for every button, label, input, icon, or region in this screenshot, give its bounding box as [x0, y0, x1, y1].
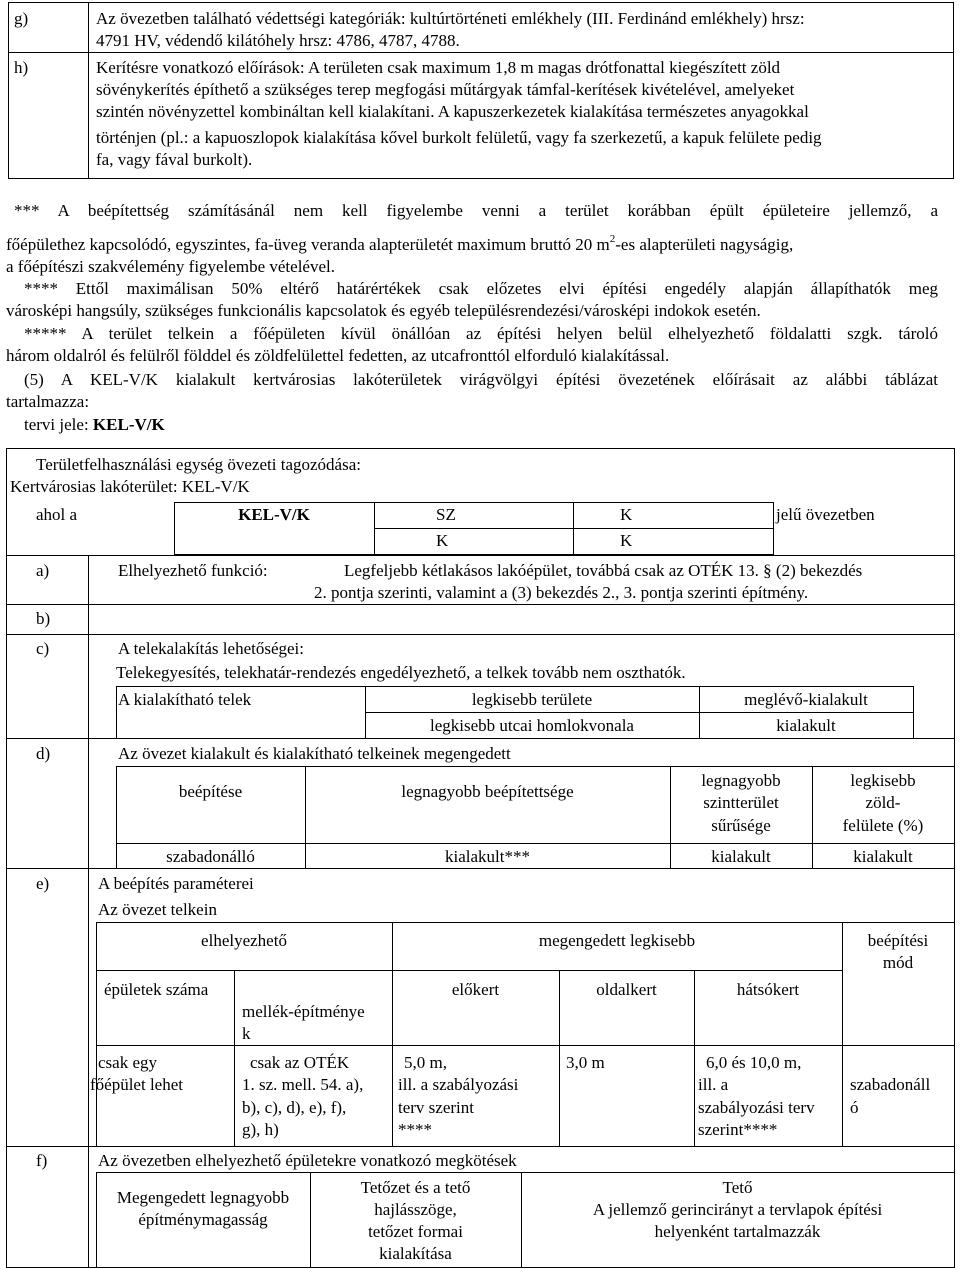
- max-epitmenymagassag-2: építménymagasság: [138, 1210, 268, 1229]
- row-c-text: Telekegyesítés, telekhatár-rendezés engedélyezhető, a telkek tovább nem oszthatók.: [116, 663, 686, 682]
- paragraph-5-line-1: (5) A KEL-V/K kialakult kertvárosias lakóterületek virágvölgyi építési övezetének előírásait az alábbi táblázat: [24, 370, 938, 389]
- row-b-letter: b): [36, 609, 51, 628]
- zoldfelulet-kialakult: kialakult: [853, 847, 913, 866]
- list-text-g-2: 4791 HV, védendő kilátóhely hrsz: 4786, 4787, 4788.: [96, 31, 460, 50]
- row-d-label: Az övezet kialakult és kialakítható telkeinek megengedett: [118, 744, 511, 763]
- list-letter-h: h): [14, 58, 29, 77]
- csak-egy-2: főépület lehet: [90, 1075, 183, 1094]
- kialakithato-telek: A kialakítható telek: [118, 690, 252, 709]
- code-k-2: K: [436, 531, 449, 550]
- zoldfelulete-2: zöld-: [865, 793, 901, 812]
- mellek-epitmenye-2: k: [242, 1024, 251, 1043]
- hatsokert-value-1: 6,0 és 10,0 m,: [706, 1053, 802, 1072]
- beepitese-header: beépítése: [178, 782, 243, 801]
- row-c-label: A telekalakítás lehetőségei:: [118, 639, 304, 658]
- elokert-value-3: terv szerint: [398, 1098, 474, 1117]
- list-text-h-2: sövénykerítés építhető a szükséges terep megfogási műtárgyak támfal-kerítések kivételével, amelyeket: [96, 80, 795, 99]
- list-text-h-3: szintén növényzettel kombináltan kell kialakítani. A kapuszerkezetek kialakítása természetes anyagokkal: [96, 102, 809, 121]
- note-3-line-2: [6, 234, 793, 256]
- row-e-label: A beépítés paraméterei: [98, 874, 254, 893]
- hatsokert-value-4: szerint****: [698, 1120, 778, 1139]
- hatsokert-value-2: ill. a: [698, 1075, 729, 1094]
- oldalkert-value: 3,0 m: [566, 1053, 605, 1072]
- beepitesi-mod-2: mód: [882, 953, 914, 972]
- mellek-epitmenye-1: mellék-építménye: [242, 1002, 365, 1021]
- list-text-h-5: fa, vagy fával burkolt).: [96, 150, 253, 169]
- note-3-line-1: *** A beépítettség számításánál nem kell figyelembe venni a terület korábban épült épületeire jellemző, a: [14, 201, 938, 220]
- jelu-ovezetben: jelű övezetben: [776, 505, 875, 524]
- note-3-text-b: -es alapterületi nagyságig,: [615, 235, 794, 254]
- legkisebb-terulete: legkisebb területe: [471, 690, 593, 709]
- beepitesi-mod-value-1: szabadonáll: [850, 1075, 931, 1094]
- tervi-jele-label: tervi jele:: [24, 415, 93, 434]
- note-3-text-a: főépülethez kapcsolódó, egyszintes, fa-üveg veranda alapterületét maximum bruttó 20 m: [6, 235, 610, 254]
- megengedett-legkisebb-header: megengedett legkisebb: [538, 931, 696, 950]
- note-4-line-2: városképi hangsúly, szükséges funkcionális kapcsolatok és egyéb településrendezési/városképi indokok esetén.: [6, 301, 761, 320]
- tervi-jele: [24, 414, 165, 436]
- teto-text-1: A jellemző gerincirányt a tervlapok építési: [592, 1200, 883, 1219]
- beepitesi-mod-value-2: ó: [850, 1098, 859, 1117]
- otek-2: 1. sz. mell. 54. a),: [242, 1075, 364, 1094]
- table-header-1: Területfelhasználási egység övezeti tagozódása:: [36, 455, 361, 474]
- legkisebb-utcai-homlokvonala: legkisebb utcai homlokvonala: [430, 716, 634, 735]
- zone-code-text: KEL-V/K: [238, 505, 310, 524]
- row-a-letter: a): [36, 561, 50, 580]
- csak-egy-1: csak egy: [98, 1053, 158, 1072]
- list-letter-g: g): [14, 9, 29, 28]
- paragraph-5-line-2: tartalmazza:: [6, 392, 90, 411]
- note-4-line-1: **** Ettől maximálisan 50% eltérő határértékek csak előzetes elvi építési engedély alapján állapíthatók meg: [24, 279, 938, 298]
- elokert-value-4: ****: [398, 1120, 432, 1139]
- surusege-kialakult: kialakult: [711, 847, 771, 866]
- epuletek-szama-header: épületek száma: [104, 980, 209, 999]
- hatsokert-value-3: szabályozási terv: [698, 1098, 815, 1117]
- list-text-h-1: Kerítésre vonatkozó előírások: A területen csak maximum 1,8 m magas drótfonattal kiegészített zöld: [96, 58, 781, 77]
- otek-3: b), c), d), e), f),: [242, 1098, 347, 1117]
- otek-1: csak az OTÉK: [250, 1053, 350, 1072]
- note-5-line-1: ***** A terület telkein a főépületen kívül önállóan az építési helyen belül elhelyezhető földalatti szgk. tároló: [24, 324, 938, 343]
- row-a-label: Elhelyezhető funkció:: [118, 561, 268, 580]
- max-epitmenymagassag-1: Megengedett legnagyobb: [116, 1188, 290, 1207]
- teto-header: Tető: [722, 1178, 753, 1197]
- elokert-value-2: ill. a szabályozási: [398, 1075, 519, 1094]
- szintterulet-surusege-3: sűrűsége: [711, 816, 771, 835]
- zoldfelulete-3: felülete (%): [842, 816, 924, 835]
- beepitettseg-kialakult: kialakult***: [445, 847, 530, 866]
- elokert-value-1: 5,0 m,: [404, 1053, 447, 1072]
- tervi-jele-code: KEL-V/K: [92, 415, 165, 434]
- code-k-1: K: [620, 505, 633, 524]
- tetozet-3: tetőzet formai: [368, 1222, 463, 1241]
- szintterulet-surusege-1: legnagyobb: [701, 771, 781, 790]
- table-header-2: Kertvárosias lakóterület: KEL-V/K: [10, 477, 250, 496]
- meglevo-kialakult: meglévő-kialakult: [744, 690, 868, 709]
- code-k-3: K: [620, 531, 633, 550]
- list-text-g-1: Az övezetben található védettségi kategóriák: kultúrtörténeti emlékhely (III. Ferdinánd emlékhely) hrsz:: [96, 9, 805, 28]
- note-3-line-3: a főépítészi szakvélemény figyelembe vételével.: [6, 257, 335, 276]
- list-text-h-4: történjen (pl.: a kapuoszlopok kialakítása kővel burkolt felületű, vagy fa szerkezetű, a kapuk felülete pedig: [96, 128, 822, 147]
- szintterulet-surusege-2: szintterület: [703, 793, 779, 812]
- row-f-label: Az övezetben elhelyezhető épületekre vonatkozó megkötések: [98, 1151, 517, 1170]
- row-c-letter: c): [36, 639, 50, 658]
- utcai-kialakult: kialakult: [776, 716, 836, 735]
- oldalkert-header: oldalkert: [596, 980, 657, 999]
- code-sz: SZ: [436, 505, 456, 524]
- row-a-text-2: 2. pontja szerinti, valamint a (3) bekezdés 2., 3. pontja szerinti építmény.: [314, 583, 809, 602]
- note-3-superscript: 2: [609, 233, 616, 245]
- row-d-letter: d): [36, 744, 51, 763]
- legnagyobb-beepitettsege-header: legnagyobb beépítettsége: [401, 782, 574, 801]
- row-e-letter: e): [36, 874, 50, 893]
- hatsokert-header: hátsókert: [736, 980, 800, 999]
- zoldfelulete-1: legkisebb: [850, 771, 916, 790]
- elhelyezheto-header: elhelyezhető: [201, 931, 287, 950]
- elokert-header: előkert: [451, 980, 500, 999]
- beepites-szabadonallo: szabadonálló: [166, 847, 255, 866]
- otek-4: g), h): [242, 1120, 279, 1139]
- note-5-line-2: három oldalról és felülről földdel és zöldfelülettel fedetten, az utcafronttól elforduló kialakítással.: [6, 346, 670, 365]
- tetozet-4: kialakítása: [379, 1244, 452, 1263]
- ahol-a-label: ahol a: [36, 505, 78, 524]
- row-f-letter: f): [36, 1151, 48, 1170]
- zone-code: [174, 504, 374, 526]
- tetozet-1: Tetőzet és a tető: [360, 1178, 471, 1197]
- tetozet-2: hajlásszöge,: [374, 1200, 457, 1219]
- teto-text-2: helyenként tartalmazzák: [654, 1222, 821, 1241]
- beepitesi-mod-1: beépítési: [867, 931, 929, 950]
- row-e-sublabel: Az övezet telkein: [98, 900, 217, 919]
- row-a-text-1: Legfeljebb kétlakásos lakóépület, továbbá csak az OTÉK 13. § (2) bekezdés: [344, 561, 863, 580]
